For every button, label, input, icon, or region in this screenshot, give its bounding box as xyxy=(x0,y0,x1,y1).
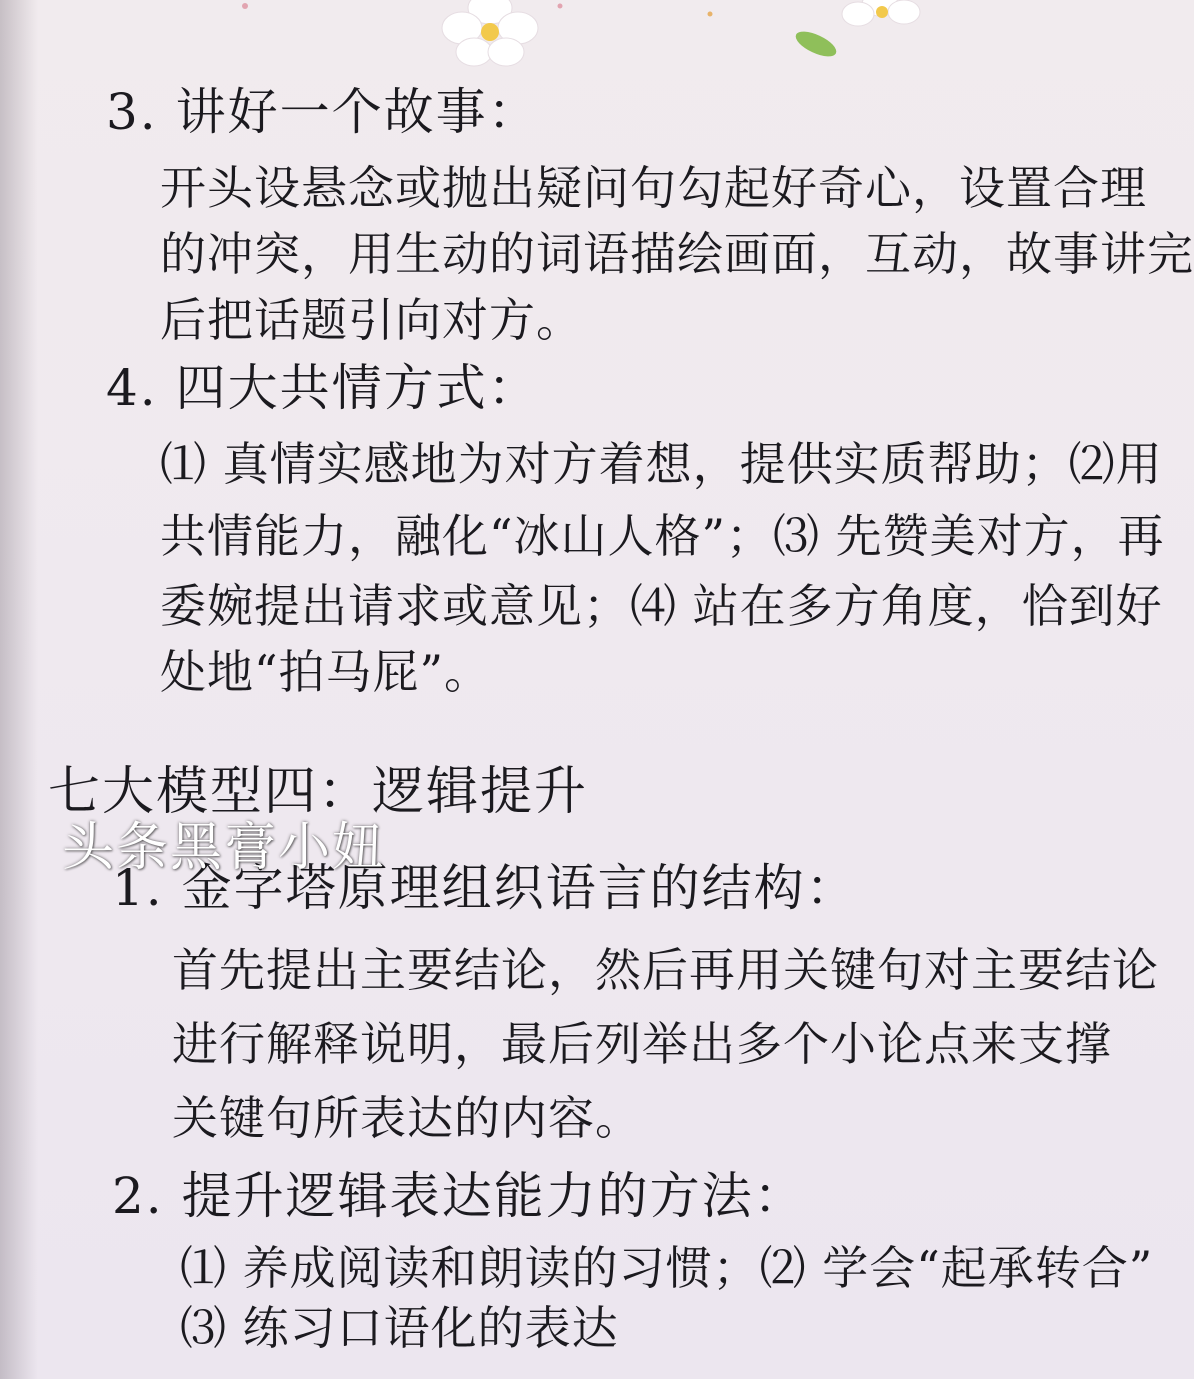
section-3-line-2: 的冲突，用生动的词语描绘画面，互动，故事讲完 xyxy=(160,227,1194,281)
item-2-line-1: ⑴ 养成阅读和朗读的习惯；⑵ 学会“起承转合” xyxy=(180,1241,1154,1295)
flower-decoration xyxy=(0,0,1080,80)
section-3-title: 3. 讲好一个故事： xyxy=(106,83,540,141)
watermark-text: 头条黑膏小妞 xyxy=(62,818,387,878)
item-1-line-3: 关键句所表达的内容。 xyxy=(172,1091,642,1145)
section-3-line-3: 后把话题引向对方。 xyxy=(160,293,583,347)
item-1-line-2: 进行解释说明，最后列举出多个小论点来支撑 xyxy=(172,1017,1112,1071)
item-1-line-1: 首先提出主要结论，然后再用关键句对主要结论 xyxy=(172,943,1159,997)
item-2-line-2: ⑶ 练习口语化的表达 xyxy=(180,1301,619,1355)
section-4-line-1: ⑴ 真情实感地为对方着想，提供实质帮助；⑵用 xyxy=(160,437,1163,491)
item-1-title: 1. 金字塔原理组织语言的结构： xyxy=(112,859,858,917)
item-2-title: 2. 提升逻辑表达能力的方法： xyxy=(112,1167,806,1225)
leaf-icon xyxy=(792,27,839,62)
flower-icon xyxy=(842,0,920,26)
model-heading: 七大模型四：逻辑提升 xyxy=(48,762,589,822)
section-4-line-3: 委婉提出请求或意见；⑷ 站在多方角度，恰到好 xyxy=(160,579,1163,633)
flower-icon xyxy=(442,0,538,66)
section-4-title: 4. 四大共情方式： xyxy=(106,359,540,417)
page-binding-shadow xyxy=(0,0,38,1379)
section-4-line-2: 共情能力，融化“冰山人格”；⑶ 先赞美对方，再 xyxy=(160,509,1165,563)
section-3-line-1: 开头设悬念或抛出疑问句勾起好奇心，设置合理 xyxy=(160,161,1147,215)
section-4-line-4: 处地“拍马屁”。 xyxy=(160,645,492,699)
